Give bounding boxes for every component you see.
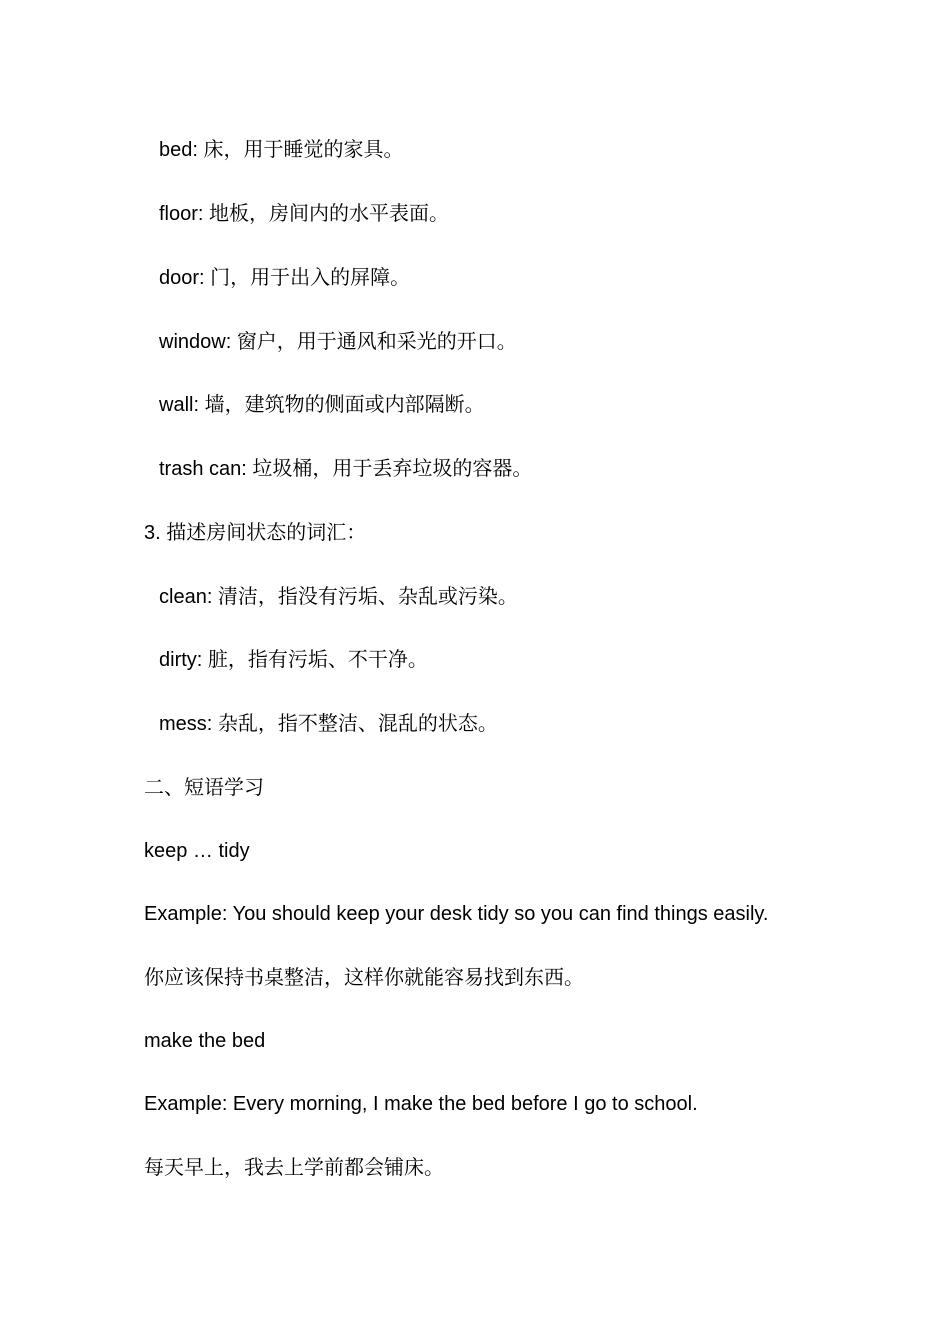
section-heading-phrases: 二、短语学习	[144, 777, 264, 799]
vocab-item-clean: clean: 清洁，指没有污垢、杂乱或污染。	[159, 586, 518, 608]
section-heading-room-state: 3. 描述房间状态的词汇：	[144, 522, 367, 544]
phrase-make-the-bed: make the bed	[144, 1030, 266, 1052]
phrase-keep-tidy: keep … tidy	[144, 840, 250, 862]
example-sentence-make-the-bed: Example: Every morning, I make the bed before I go to school.	[144, 1093, 698, 1115]
vocab-item-mess: mess: 杂乱，指不整洁、混乱的状态。	[159, 713, 498, 735]
vocab-item-bed: bed: 床，用于睡觉的家具。	[159, 139, 404, 161]
vocab-item-wall: wall: 墙，建筑物的侧面或内部隔断。	[159, 394, 485, 416]
translation-make-the-bed: 每天早上，我去上学前都会铺床。	[144, 1157, 444, 1179]
vocab-item-door: door: 门，用于出入的屏障。	[159, 267, 411, 289]
vocab-item-trash-can: trash can: 垃圾桶，用于丢弃垃圾的容器。	[159, 458, 533, 480]
translation-keep-tidy: 你应该保持书桌整洁，这样你就能容易找到东西。	[144, 967, 584, 989]
vocab-item-dirty: dirty: 脏，指有污垢、不干净。	[159, 649, 428, 671]
vocab-item-window: window: 窗户，用于通风和采光的开口。	[159, 331, 517, 353]
vocab-item-floor: floor: 地板，房间内的水平表面。	[159, 203, 450, 225]
example-sentence-keep-tidy: Example: You should keep your desk tidy so you can find things easily.	[144, 903, 769, 925]
